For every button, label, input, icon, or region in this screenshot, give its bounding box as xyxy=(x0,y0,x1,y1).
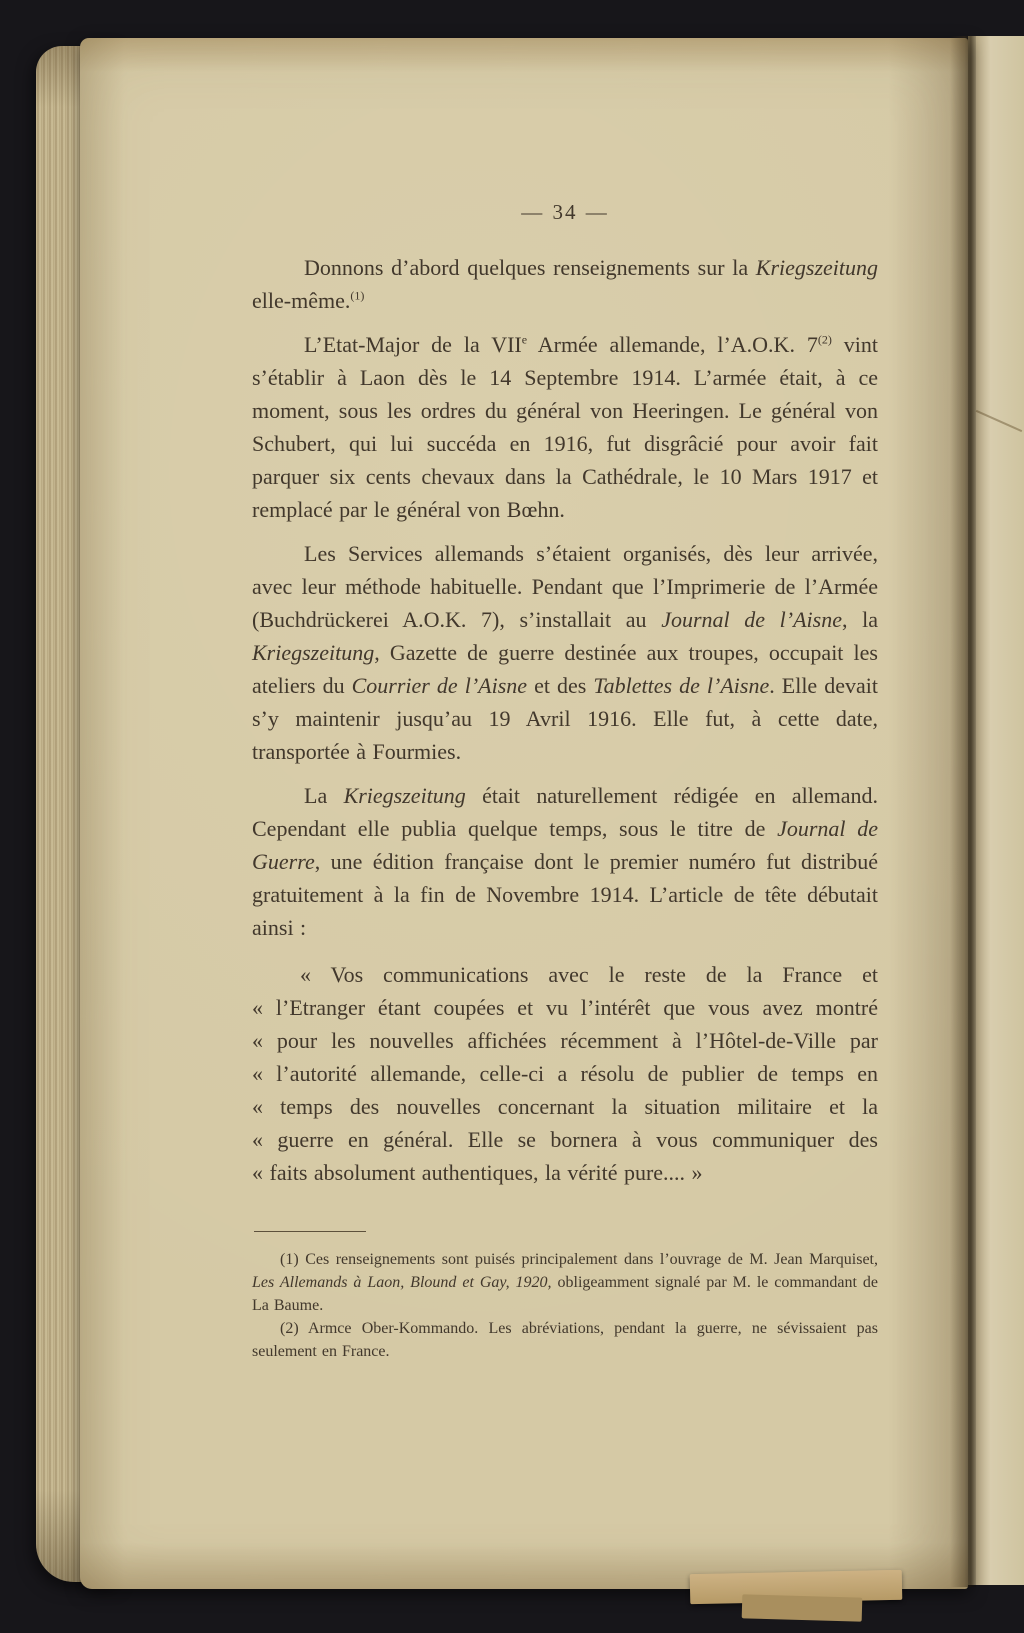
italic-title: Kriegszeitung xyxy=(343,783,466,808)
italic-title: Kriegszeitung xyxy=(252,640,375,665)
quote-block xyxy=(252,958,878,1189)
footnote-rule xyxy=(254,1231,366,1232)
italic-title: Journal de Guerre xyxy=(252,816,879,874)
footnote-marker: (1) xyxy=(350,288,365,303)
quote-line: « temps des nouvelles concernant la situation militaire et la xyxy=(252,1094,878,1119)
text-run: vint s’établir à Laon dès le 14 Septembre 1914. L’armée était, à ce moment, sous les ordres du général von Heeringen. Le général von Schubert, qui lui succéda en 1916, fut disgrâcié pour avoir fait parquer six cents chevaux dans la Cathédrale, le 10 Mars 1917 et remplacé par le général von Bœhn. xyxy=(252,332,878,522)
facing-page-sliver xyxy=(968,36,1024,1585)
text-run: , la xyxy=(841,607,878,632)
text-run: La xyxy=(304,783,344,808)
text-run: Les Services allemands s’étaient organisés, dès leur arrivée, avec leur méthode habituelle. Pendant que l’Imprimerie de l’Armée (Buchdrückerei A.O.K. 7), s’installait au xyxy=(252,541,878,632)
footnote-marker: e xyxy=(521,332,528,347)
text-run: (1) Ces renseignements sont puisés principalement dans l’ouvrage de M. Jean Marquiset, xyxy=(280,1251,878,1268)
page-number: — 34 — xyxy=(521,200,609,224)
book-page xyxy=(80,38,968,1589)
text-run: , Gazette de guerre destinée aux troupes, occupait les ateliers du xyxy=(252,640,878,698)
gutter-shadow xyxy=(950,36,976,1587)
paragraph xyxy=(252,328,878,526)
footnote xyxy=(252,1317,878,1363)
paragraph xyxy=(252,251,878,317)
footnotes xyxy=(252,1248,878,1363)
page-text-block xyxy=(252,196,878,1363)
text-run: et des xyxy=(527,673,594,698)
quote-line: « l’Etranger étant coupées et vu l’intérêt que vous avez montré xyxy=(252,995,878,1020)
italic-title: Tablettes de l’Aisne xyxy=(593,673,770,698)
text-run: Armée allemande, l’A.O.K. 7 xyxy=(527,332,818,357)
italic-title: Les Allemands à Laon, Blound et Gay, 1920, xyxy=(252,1274,552,1291)
italic-title: Journal de l’Aisne xyxy=(661,607,842,632)
text-run: Donnons d’abord quelques renseignements sur la xyxy=(304,255,756,280)
footnote-marker: (2) xyxy=(817,332,832,347)
quote-line: « faits absolument authentiques, la vérité pure.... » xyxy=(252,1160,703,1185)
text-run: L’Etat-Major de la VII xyxy=(304,332,522,357)
quote-line: « pour les nouvelles affichées récemment à l’Hôtel-de-Ville par xyxy=(252,1028,878,1053)
paragraph xyxy=(252,779,878,944)
text-run: était naturellement rédigée en allemand. Cependant elle publia quelque temps, sous le titre de xyxy=(252,783,878,841)
italic-title: Courrier de l’Aisne xyxy=(351,673,528,698)
text-run: , une édition française dont le premier numéro fut distribué gratuitement à la fin de Novembre 1914. L’article de tête débutait ainsi : xyxy=(252,849,878,940)
footnote xyxy=(252,1248,878,1317)
quote-line: « l’autorité allemande, celle-ci a résolu de publier de temps en xyxy=(252,1061,878,1086)
italic-title: Kriegszeitung xyxy=(755,255,878,280)
paragraph xyxy=(252,537,878,768)
quote-line: « Vos communications avec le reste de la France et xyxy=(300,962,878,987)
text-run: elle-même. xyxy=(252,288,351,313)
text-run: . Elle devait s’y maintenir jusqu’au 19 Avril 1916. Elle fut, à cette date, transportée à Fourmies. xyxy=(252,673,878,764)
text-run: obligeamment signalé par M. le commandant de La Baume. xyxy=(252,1274,879,1314)
paragraphs xyxy=(252,251,878,944)
tape-repair xyxy=(742,1594,863,1621)
text-run: (2) Armce Ober-Kommando. Les abréviations, pendant la guerre, ne sévissaient pas seulement en France. xyxy=(252,1320,878,1360)
quote-line: « guerre en général. Elle se bornera à vous communiquer des xyxy=(252,1127,878,1152)
